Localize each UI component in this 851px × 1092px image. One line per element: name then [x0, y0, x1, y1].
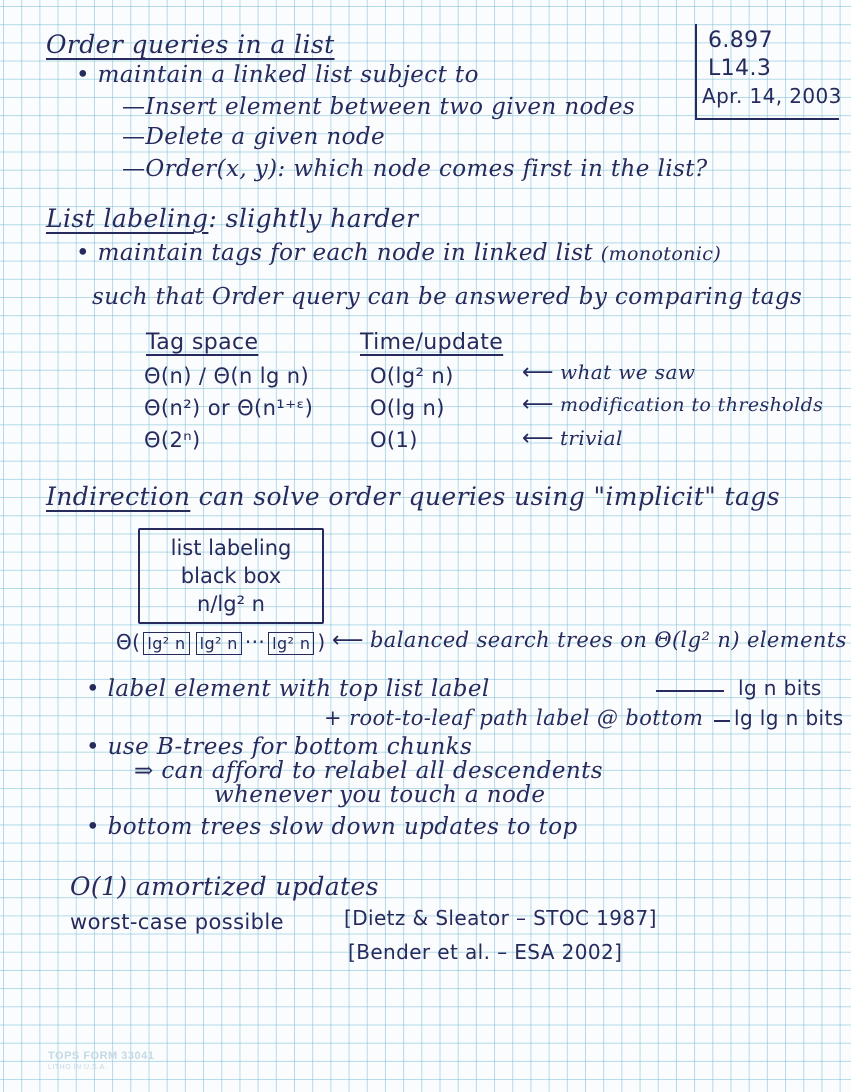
left-arrow-icon: ⟵	[522, 392, 554, 417]
lg-n-bits: lg n bits	[738, 676, 822, 700]
black-box-line-2: black box	[180, 564, 282, 588]
order-query-comparison-line: such that Order query can be answered by comparing tags	[92, 284, 803, 310]
chunk-close: )	[317, 630, 326, 654]
reference-bender: [Bender et al. – ESA 2002]	[348, 940, 623, 964]
black-box-line-3: n/lg² n	[197, 592, 265, 616]
b-trees-bullet: • use B-trees for bottom chunks	[86, 734, 473, 760]
relabel-descendents-line: ⇒ can afford to relabel all descendents	[134, 758, 603, 784]
black-box-line-1: list labeling	[170, 536, 292, 560]
maintain-linked-list-bullet: • maintain a linked list subject to	[76, 62, 479, 88]
black-box-diagram	[138, 528, 324, 624]
chunk-prefix: Θ(	[116, 630, 141, 654]
time-update-row-2: O(lg n)	[370, 396, 445, 420]
chunk-box-2: lg² n	[196, 632, 242, 655]
table-note-row-2	[522, 392, 823, 417]
indirection-suffix: can solve order queries using "implicit" tags	[190, 482, 780, 511]
maintain-tags-text: • maintain tags for each node in linked list	[76, 240, 594, 266]
left-arrow-icon: ⟵	[522, 360, 554, 385]
section-title-indirection	[46, 482, 780, 511]
lg-lg-n-bits: lg lg n bits	[734, 706, 844, 730]
chunk-box-1: lg² n	[143, 632, 189, 655]
delete-operation-item: —Delete a given node	[122, 124, 386, 150]
table-note-row-1	[522, 360, 695, 385]
note-text: what we saw	[559, 360, 696, 384]
root-to-leaf-line: + root-to-leaf path label @ bottom	[324, 706, 704, 730]
table-note-row-3	[522, 426, 623, 451]
paper-form-stamp: TOPS FORM 33041	[48, 1050, 155, 1062]
reference-dietz-sleator: [Dietz & Sleator – STOC 1987]	[344, 906, 657, 930]
bits-dash-1	[656, 690, 724, 692]
chunk-note	[332, 628, 847, 653]
note-text: modification to thresholds	[559, 394, 824, 416]
order-operation-item: —Order(x, y): which node comes first in the list?	[122, 156, 708, 182]
chunk-dots: ···	[244, 630, 266, 654]
time-update-row-1: O(lg² n)	[370, 364, 454, 388]
monotonic-note: (monotonic)	[600, 243, 722, 265]
section-title-order-queries: Order queries in a list	[46, 30, 335, 59]
chunk-note-text: balanced search trees on Θ(lg² n) elements	[369, 628, 847, 652]
tag-space-row-1: Θ(n) / Θ(n lg n)	[144, 364, 310, 388]
chunk-box-3: lg² n	[268, 632, 314, 655]
bottom-chunks-row	[116, 630, 326, 655]
tag-space-header: Tag space	[146, 330, 259, 355]
insert-operation-item: —Insert element between two given nodes	[122, 94, 636, 120]
label-element-bullet: • label element with top list label	[86, 676, 490, 702]
time-update-row-3: O(1)	[370, 428, 418, 452]
course-number: 6.897	[708, 28, 773, 53]
indirection-heading: Indirection	[46, 482, 191, 511]
bottom-trees-bullet: • bottom trees slow down updates to top	[86, 814, 578, 840]
amortized-updates-line: O(1) amortized updates	[70, 872, 379, 901]
tag-space-row-3: Θ(2ⁿ)	[144, 428, 201, 452]
left-arrow-icon: ⟵	[522, 426, 554, 451]
lecture-date: Apr. 14, 2003	[702, 84, 842, 108]
paper-litho-stamp: LITHO IN U.S.A.	[48, 1064, 108, 1071]
time-update-header: Time/update	[360, 330, 504, 355]
list-labeling-suffix: : slightly harder	[208, 204, 419, 233]
list-labeling-heading: List labeling	[46, 204, 209, 233]
tag-space-row-2: Θ(n²) or Θ(n¹⁺ᵋ)	[144, 396, 314, 420]
maintain-tags-bullet	[76, 240, 721, 266]
touch-node-line: whenever you touch a node	[214, 782, 546, 808]
lecture-number: L14.3	[708, 56, 772, 81]
section-title-list-labeling	[46, 204, 418, 233]
bits-dash-2	[714, 720, 730, 722]
worst-case-possible: worst-case possible	[70, 910, 284, 934]
note-text: trivial	[559, 426, 623, 450]
left-arrow-icon: ⟵	[332, 628, 364, 653]
